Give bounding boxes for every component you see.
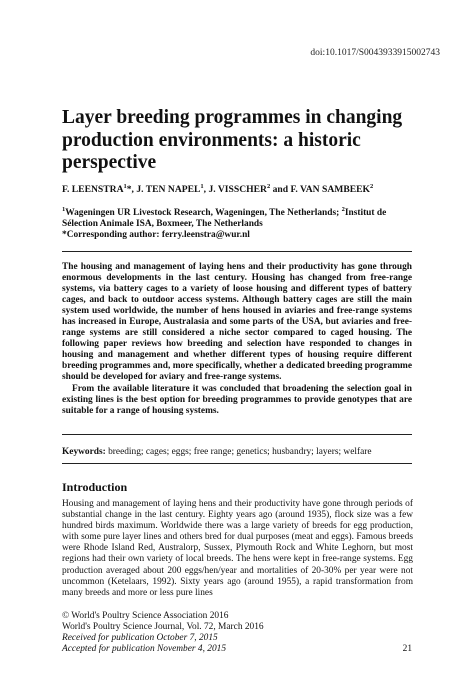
abstract-paragraph: The housing and management of laying hens and their productivity has gone through enormous developments in the last century. Housing has changed from free-range systems, via battery cages to a variety of loose housing and different types of battery cages, and back to outdoor access systems. Although battery cages are still the main system used worldwide, the number of hens housed in aviaries and free-range systems has increased in Europe, Australasia and some parts of the USA, but aviaries and free-range systems are still considered a niche sector compared to caged housing. The following paper reviews how breeding and selection have responded to changes in housing and management and whether different types of housing require different breeding programmes and, more specifically, whether a dedicated breeding programme should be developed for aviary and free-range systems. [62,262,412,383]
affiliation-2: Institut de Sélection Animale ISA, Boxmeer, The Netherlands [62,208,387,230]
abstract-top-rule [62,251,412,252]
received-date: Received for publication October 7, 2015 [62,633,218,644]
abstract-bottom-rule [62,434,412,435]
affiliations [62,205,422,242]
introduction-body: Housing and management of laying hens and their productivity have gone through periods of substantial change in the last century. Eighty years ago (around 1935), flock size was a few hundred birds maximum. Worldwide there was a large variety of breeds for egg production, with some pure layer lines and others bred for dual purposes (meat and eggs). Famous breeds were Rhode Island Red, Australorp, Sussex, Plymouth Rock and White Leghorn, but most regions had their own variety of local breeds. The hens were kept in free-range systems. Egg production averaged about 200 eggs/hen/year and mortalities of 20-30% per year were not uncommon (Ketelaars, 1992). Sixty years ago (around 1955), a rapid transformation from many breeds and more or less pure lines [62,499,413,598]
author-separator: , [203,184,209,195]
corresponding-author-marker: * [126,184,132,195]
keywords-text: breeding; cages; eggs; free range; genetics; husbandry; layers; welfare [105,447,372,457]
abstract-paragraph: From the available literature it was concluded that broadening the selection goal in existing lines is the best option for breeding programmes to provide genotypes that are suitable for a range of housing systems. [62,383,412,416]
keywords-label: Keywords: [62,447,106,457]
affiliation-1: Wageningen UR Livestock Research, Wageningen, The Netherlands; [65,208,342,218]
author-affiliation-marker: 1 [123,182,127,190]
keywords [62,446,412,458]
affiliation-marker: 2 [341,205,345,213]
article-title: Layer breeding programmes in changing production environments: a historic perspective [62,107,403,173]
publication-footer [62,611,413,655]
page-number: 21 [402,644,412,654]
author-affiliation-marker: 1 [200,182,204,190]
keywords-bottom-rule [62,463,412,464]
corresponding-author: *Corresponding author: ferry.leenstra@wur.nl [62,230,250,241]
abstract [62,262,412,417]
author-separator: and [270,184,291,195]
author-affiliation-marker: 2 [369,182,374,190]
introduction-heading: Introduction [62,480,128,494]
affiliation-marker: 1 [62,205,66,213]
author-list [62,184,422,196]
author-name: F. LEENSTRA [62,184,124,195]
doi-reference: doi:10.1017/S0043933915002743 [310,48,440,58]
author-affiliation-marker: 2 [266,182,271,190]
journal-line: World's Poultry Science Journal, Vol. 72, March 2016 [62,622,264,633]
author-separator: , [131,184,137,195]
author-name: J. VISSCHER [208,184,267,195]
author-name: F. VAN SAMBEEK [290,184,370,195]
author-name: J. TEN NAPEL [136,184,201,195]
accepted-date: Accepted for publication November 4, 2015 [62,644,227,655]
copyright-line: © World's Poultry Science Association 2016 [62,611,229,621]
